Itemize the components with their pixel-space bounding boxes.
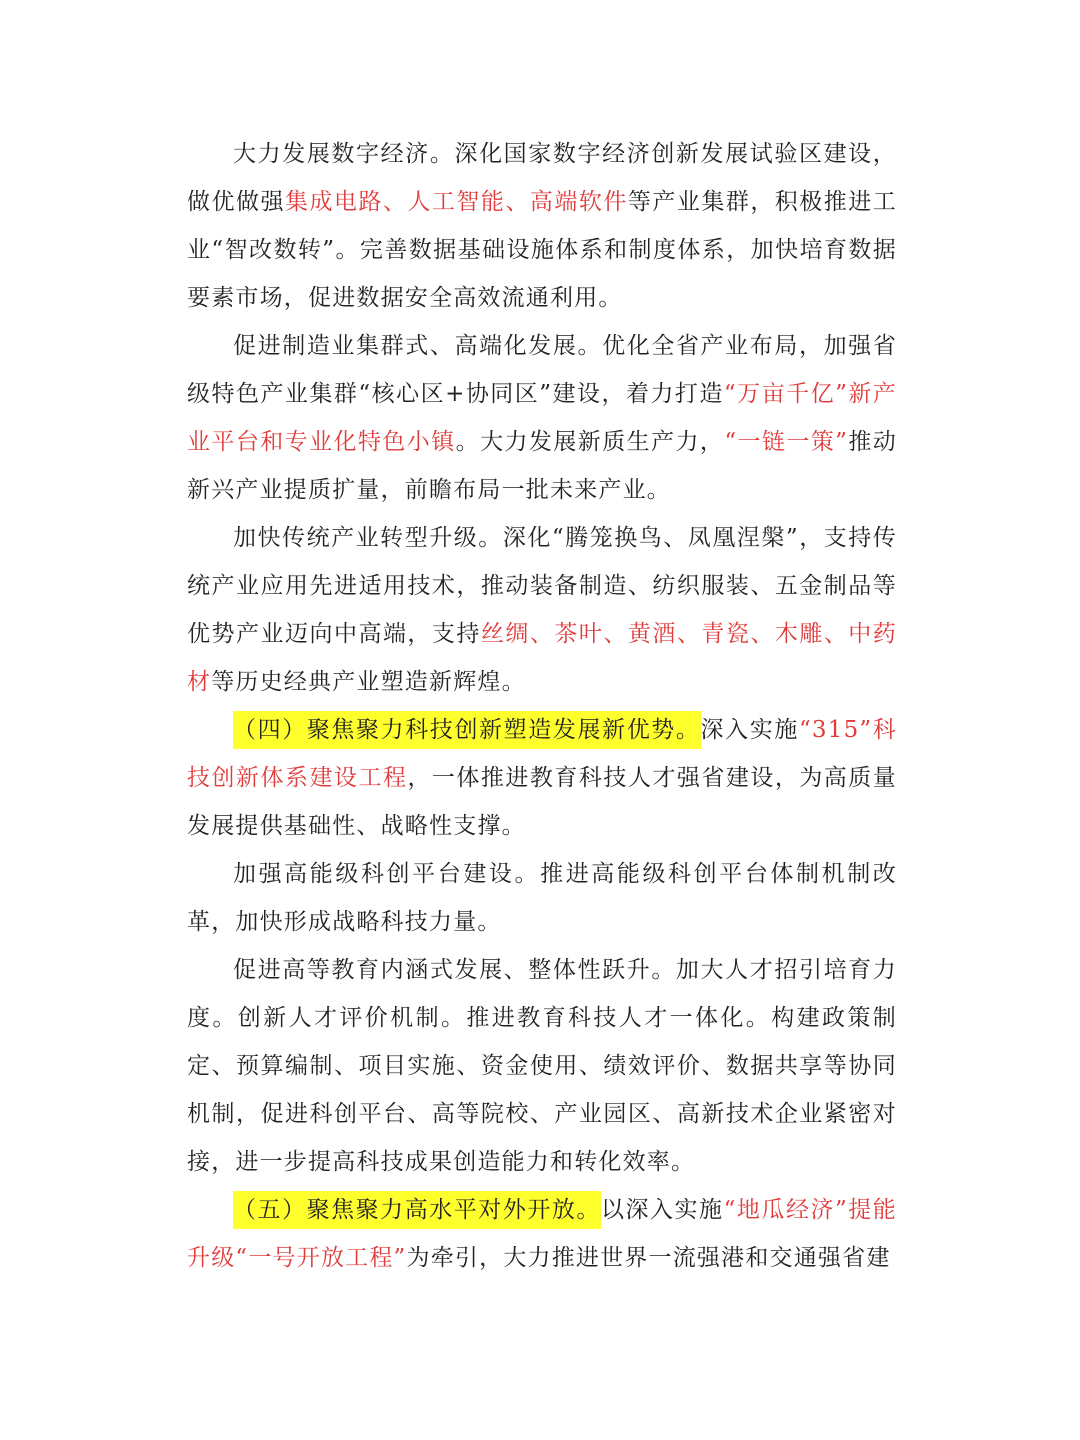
paragraph-traditional-industry (187, 514, 897, 706)
paragraph-section-five (187, 1186, 897, 1282)
paragraph-higher-education (187, 946, 897, 1186)
text-segment: 深入实施 (700, 717, 799, 743)
section-heading-four: （四）聚焦聚力科技创新塑造发展新优势。 (233, 711, 701, 749)
text-segment: 促进制造业集群式、高端化发展。优化全省产业布局，加强省级特色产业集群“核心区+协同区”建设，着力打造 (187, 333, 897, 407)
text-segment: 加强高能级科创平台建设。推进高能级科创平台体制机制改革，加快形成战略科技力量。 (187, 861, 897, 935)
emphasis-315-project: “315”科技创新体系建设工程 (187, 717, 897, 791)
document-body (187, 130, 897, 1282)
paragraph-innovation-platform (187, 850, 897, 946)
section-heading-five: （五）聚焦聚力高水平对外开放。 (233, 1191, 601, 1229)
text-segment: 为牵引，大力推进世界一流强港和交通强省建 (406, 1245, 891, 1271)
text-segment: ，一体推进教育科技人才强省建设，为高质量发展提供基础性、战略性支撑。 (187, 765, 897, 839)
paragraph-manufacturing (187, 322, 897, 514)
emphasis-platform: “万亩千亿”新产业平台和专业化特色小镇 (187, 381, 898, 455)
text-segment: 等历史经典产业塑造新辉煌。 (211, 669, 526, 695)
emphasis-industries: 集成电路、人工智能、高端软件 (284, 189, 628, 215)
emphasis-classic-industries: 丝绸、茶叶、黄酒、青瓷、木雕、中药材 (187, 621, 898, 695)
text-segment: 。大力发展新质生产力， (455, 429, 725, 455)
text-segment: 大力发展数字经济。深化国家数字经济创新发展试验区建设，做优做强 (187, 141, 897, 215)
emphasis-chain-policy: “一链一策” (724, 429, 849, 455)
emphasis-opening-project: “地瓜经济”提能升级“一号开放工程” (187, 1197, 898, 1271)
text-segment: 等产业集群，积极推进工业“智改数转”。完善数据基础设施体系和制度体系，加快培育数据要素市场，促进数据安全高效流通利用。 (187, 189, 897, 311)
paragraph-section-four (187, 706, 897, 850)
text-segment: 促进高等教育内涵式发展、整体性跃升。加大人才招引培育力度。创新人才评价机制。推进教育科技人才一体化。构建政策制定、预算编制、项目实施、资金使用、绩效评价、数据共享等协同机制，促进科创平台、高等院校、产业园区、高新技术企业紧密对接，进一步提高科技成果创造能力和转化效率。 (187, 957, 897, 1175)
text-segment: 推动新兴产业提质扩量，前瞻布局一批未来产业。 (187, 429, 898, 503)
text-segment: 加快传统产业转型升级。深化“腾笼换鸟、凤凰涅槃”，支持传统产业应用先进适用技术，推动装备制造、纺织服装、五金制品等优势产业迈向中高端，支持 (187, 525, 897, 647)
text-segment: 以深入实施 (600, 1197, 724, 1223)
paragraph-digital-economy (187, 130, 897, 322)
